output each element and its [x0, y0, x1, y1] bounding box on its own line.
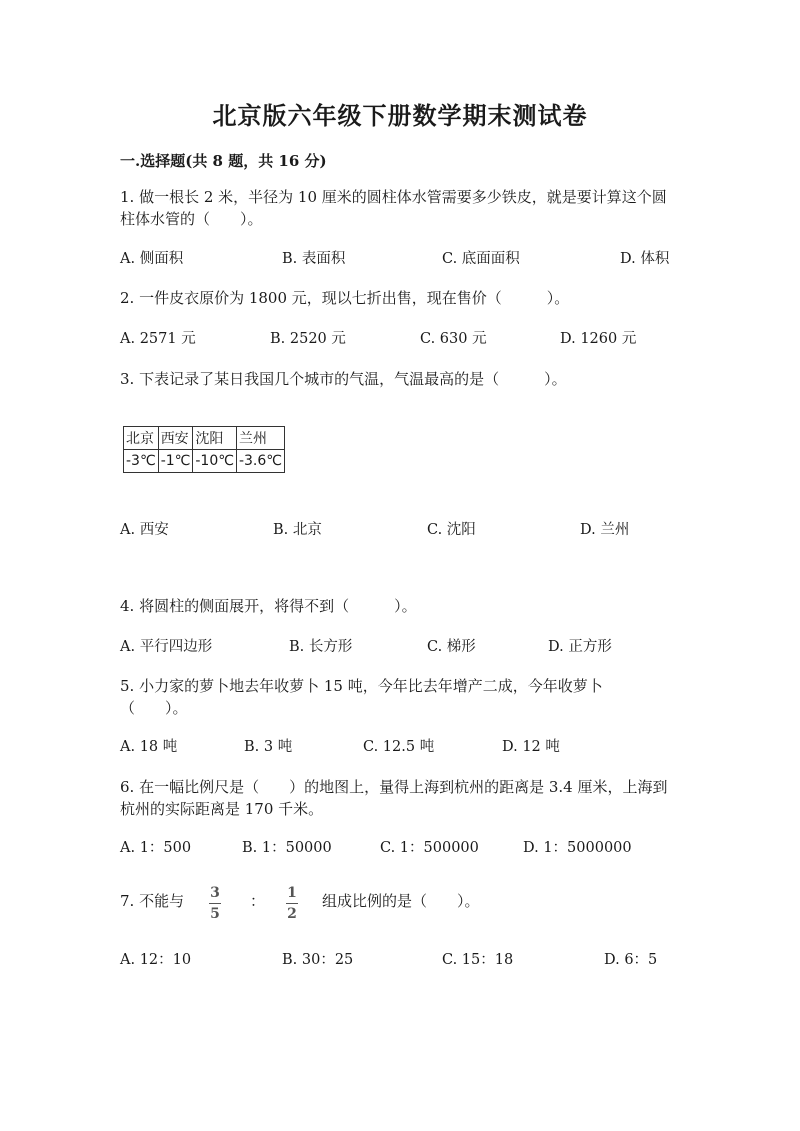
q5-option-b[interactable]: B. 3 吨: [244, 739, 293, 755]
q3-option-c[interactable]: C. 沈阳: [427, 522, 476, 538]
q2-option-c[interactable]: C. 630 元: [420, 331, 487, 347]
q7-option-c[interactable]: C. 15：18: [442, 952, 514, 968]
q4-option-b[interactable]: B. 长方形: [289, 639, 353, 655]
fraction-one-half: [286, 882, 298, 922]
temp-cell: -3℃: [124, 450, 159, 473]
q3-option-a[interactable]: A. 西安: [120, 522, 169, 538]
city-cell: 沈阳: [193, 427, 237, 450]
city-cell: 北京: [124, 427, 159, 450]
question-3-text: 3. 下表记录了某日我国几个城市的气温，气温最高的是（ ）。: [120, 370, 567, 388]
section-heading: 一.选择题(共 8 题，共 16 分): [120, 152, 327, 170]
q4-option-d[interactable]: D. 正方形: [548, 639, 612, 655]
question-1-text: 1. 做一根长 2 米，半径为 10 厘米的圆柱体水管需要多少铁皮，就是要计算这个圆柱体水管的（ ）。: [120, 188, 667, 228]
q3-option-d[interactable]: D. 兰州: [580, 522, 630, 538]
q3-option-b[interactable]: B. 北京: [273, 522, 322, 538]
question-4-text: 4. 将圆柱的侧面展开，将得不到（ ）。: [120, 597, 417, 615]
fraction-three-fifths: [209, 882, 221, 922]
q2-option-a[interactable]: A. 2571 元: [120, 331, 196, 347]
fraction-denominator: 5: [210, 906, 220, 922]
q7-option-d[interactable]: D. 6：5: [604, 952, 658, 968]
table-row: [124, 427, 285, 450]
temp-cell: -10℃: [193, 450, 237, 473]
fraction-bar: [286, 903, 298, 904]
table-row: [124, 450, 285, 473]
question-5-text: 5. 小力家的萝卜地去年收萝卜 15 吨，今年比去年增产二成，今年收萝卜（ ）。: [120, 677, 603, 717]
temperature-table: [123, 426, 285, 473]
city-cell: 西安: [158, 427, 193, 450]
q2-option-b[interactable]: B. 2520 元: [270, 331, 346, 347]
temp-cell: -3.6℃: [236, 450, 284, 473]
question-7-suffix: 组成比例的是（ ）。: [322, 892, 480, 910]
question-6-text: 6. 在一幅比例尺是（ ）的地图上，量得上海到杭州的距离是 3.4 厘米，上海到杭州的实际距离是 170 千米。: [120, 778, 668, 818]
q6-option-a[interactable]: A. 1：500: [120, 840, 192, 856]
q1-option-d[interactable]: D. 体积: [620, 251, 670, 267]
fraction-denominator: 2: [287, 906, 297, 922]
q7-option-a[interactable]: A. 12：10: [120, 952, 192, 968]
fraction-bar: [209, 903, 221, 904]
q6-option-d[interactable]: D. 1：5000000: [523, 840, 632, 856]
q5-option-d[interactable]: D. 12 吨: [502, 739, 560, 755]
q5-option-a[interactable]: A. 18 吨: [120, 739, 178, 755]
q1-option-c[interactable]: C. 底面面积: [442, 251, 520, 267]
q6-option-c[interactable]: C. 1：500000: [380, 840, 479, 856]
temp-cell: -1℃: [158, 450, 193, 473]
q5-option-c[interactable]: C. 12.5 吨: [363, 739, 435, 755]
q2-option-d[interactable]: D. 1260 元: [560, 331, 637, 347]
q6-option-b[interactable]: B. 1：50000: [242, 840, 332, 856]
q1-option-b[interactable]: B. 表面积: [282, 251, 346, 267]
q4-option-c[interactable]: C. 梯形: [427, 639, 476, 655]
fraction-numerator: 1: [287, 885, 297, 901]
city-cell: 兰州: [236, 427, 284, 450]
fraction-numerator: 3: [210, 885, 220, 901]
q4-option-a[interactable]: A. 平行四边形: [120, 639, 213, 655]
question-2-text: 2. 一件皮衣原价为 1800 元，现以七折出售，现在售价（ ）。: [120, 289, 570, 307]
page-title: 北京版六年级下册数学期末测试卷: [212, 101, 588, 130]
q7-option-b[interactable]: B. 30：25: [282, 952, 354, 968]
q1-option-a[interactable]: A. 侧面积: [120, 251, 184, 267]
question-7-prefix: 7. 不能与: [120, 892, 185, 910]
ratio-colon: ：: [250, 892, 266, 910]
